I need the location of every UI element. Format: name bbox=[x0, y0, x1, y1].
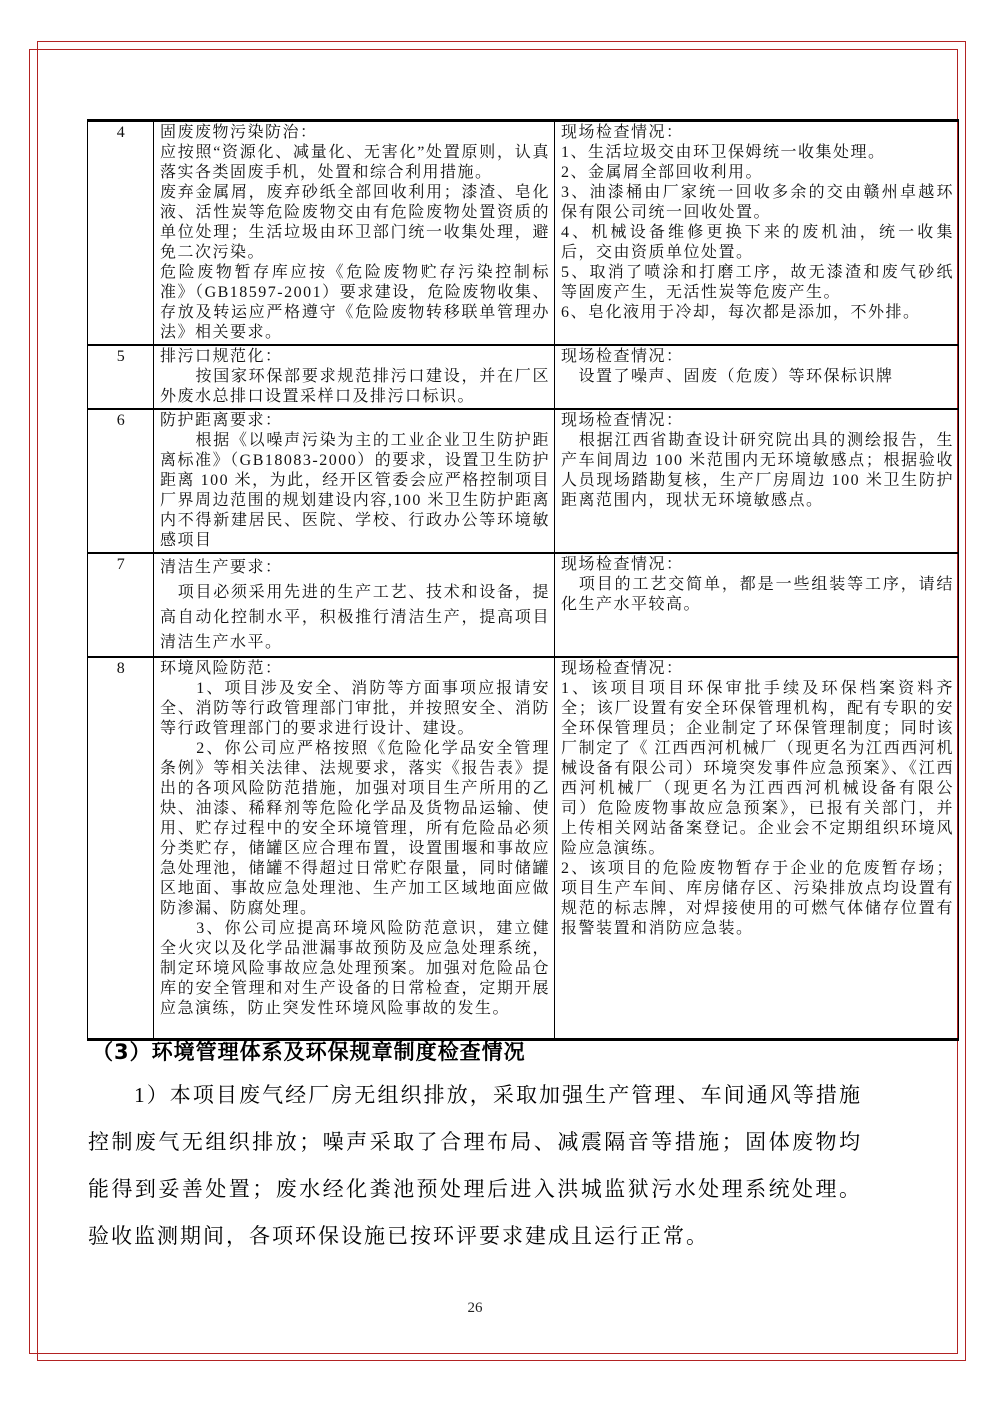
cell-title: 现场检查情况： bbox=[561, 412, 684, 429]
cell-paragraph: 设置了噪声、固废（危废）等环保标识牌 bbox=[561, 368, 894, 385]
cell-title: 现场检查情况： bbox=[561, 660, 684, 677]
cell-title: 清洁生产要求： bbox=[160, 559, 283, 576]
cell-title: 排污口规范化： bbox=[160, 348, 283, 365]
section-paragraph: 1）本项目废气经厂房无组织排放，采取加强生产管理、车间通风等措施控制废气无组织排放；噪声采取了合理布局、减震隔音等措施；固体废物均能得到妥善处置；废水经化粪池预处理后进入洪城监狱污水处理系统处理。验收监测期间，各项环保设施已按环评要求建成且运行正常。 bbox=[88, 1083, 862, 1248]
cell-paragraph: 4、机械设备维修更换下来的废机油，统一收集后，交由资质单位处置。 bbox=[561, 224, 954, 261]
cell-paragraph: 3、油漆桶由厂家统一回收多余的交由赣州卓越环保有限公司统一回收处置。 bbox=[561, 184, 954, 221]
table-row bbox=[88, 345, 959, 409]
cell-title: 固废废物污染防治： bbox=[160, 124, 318, 141]
cell-title: 现场检查情况： bbox=[561, 124, 684, 141]
cell-title: 现场检查情况： bbox=[561, 556, 684, 573]
cell-paragraph: 危险废物暂存库应按《危险废物贮存污染控制标准》（GB18597-2001）要求建设，危险废物收集、存放及转运应严格遵守《危险废物转移联单管理办法》相关要求。 bbox=[160, 264, 550, 341]
cell-paragraph: 1、该项目项目环保审批手续及环保档案资料齐全；该厂设置有安全环保管理机构，配有专职的安全环保管理员；企业制定了环保管理制度；同时该厂制定了《 江西西河机械厂（现更名为江西西河机械设备有限公司）环境突发事件应急预案》、《江西西河机械厂（现更名为江西西河机械设备有限公司）危险废物事故应急预案》，已报有关部门，并上传相关网站备案登记。企业会不定期组织环境风险应急演练。 bbox=[561, 680, 954, 857]
cell-paragraph: 项目的工艺交简单，都是一些组装等工序，请结化生产水平较高。 bbox=[561, 576, 954, 613]
cell-paragraph: 2、你公司应严格按照《危险化学品安全管理条例》等相关法律、法规要求，落实《报告表》提出的各项风险防范措施，加强对项目生产所用的乙炔、油漆、稀释剂等危险化学品及货物品运输、使用、贮存过程中的安全环境管理，所有危险品必须分类贮存，储罐区应合理布置，设置围堰和事故应急处理池，储罐不得超过日常贮存限量，同时储罐区地面、事故应急处理池、生产加工区域地面应做防渗漏、防腐处理。 bbox=[160, 740, 550, 917]
table-row bbox=[88, 657, 959, 1040]
cell-paragraph: 6、皂化液用于冷却，每次都是添加，不外排。 bbox=[561, 304, 921, 321]
requirement-cell bbox=[154, 657, 555, 1040]
cell-paragraph: 废弃金属屑，废弃砂纸全部回收利用；漆渣、皂化液、活性炭等危险废物交由有危险废物处置资质的单位处理；生活垃圾由环卫部门统一收集处理，避免二次污染。 bbox=[160, 184, 550, 261]
requirement-cell bbox=[154, 345, 555, 409]
inspection-table bbox=[87, 119, 959, 1041]
cell-paragraph: 1、项目涉及安全、消防等方面事项应报请安全、消防等行政管理部门审批，并按照安全、消防等行政管理部门的要求进行设计、建设。 bbox=[160, 680, 550, 737]
cell-paragraph: 应按照“资源化、减量化、无害化”处置原则，认真落实各类固废手机，处置和综合利用措施。 bbox=[160, 144, 550, 181]
cell-paragraph: 根据江西省勘查设计研究院出具的测绘报告，生产车间周边 100 米范围内无环境敏感点；根据验收人员现场踏勘复核，生产厂房周边 100 米卫生防护距离范围内，现状无环境敏感点。 bbox=[561, 432, 954, 509]
inspection-cell bbox=[555, 345, 959, 409]
cell-title: 环境风险防范： bbox=[160, 660, 283, 677]
cell-paragraph: 5、取消了喷涂和打磨工序，故无漆渣和废气砂纸等固废产生，无活性炭等危废产生。 bbox=[561, 264, 954, 301]
cell-paragraph: 2、该项目的危险废物暂存于企业的危废暂存场；项目生产车间、库房储存区、污染排放点均设置有规范的标志牌，对焊接使用的可燃气体储存位置有报警装置和消防应急装。 bbox=[561, 860, 954, 937]
requirement-cell bbox=[154, 553, 555, 657]
row-number: 7 bbox=[88, 553, 154, 657]
row-number: 4 bbox=[88, 121, 154, 346]
row-number: 6 bbox=[88, 409, 154, 553]
inspection-cell bbox=[555, 121, 959, 346]
cell-paragraph: 根据《以噪声污染为主的工业企业卫生防护距离标准》（GB18083-2000）的要求，设置卫生防护距离 100 米，为此，经开区管委会应严格控制项目厂界周边范围的规划建设内容,100 米卫生防护距离内不得新建居民、医院、学校、行政办公等环境敏感项目 bbox=[160, 432, 550, 549]
cell-paragraph: 项目必须采用先进的生产工艺、技术和设备，提高自动化控制水平，积极推行清洁生产，提高项目清洁生产水平。 bbox=[160, 584, 550, 651]
row-number: 5 bbox=[88, 345, 154, 409]
inspection-cell bbox=[555, 409, 959, 553]
table-row bbox=[88, 121, 959, 346]
inspection-cell bbox=[555, 553, 959, 657]
requirement-cell bbox=[154, 409, 555, 553]
page-number: 26 bbox=[467, 1300, 483, 1316]
table-row bbox=[88, 553, 959, 657]
cell-title: 现场检查情况： bbox=[561, 348, 684, 365]
cell-paragraph: 2、金属屑全部回收利用。 bbox=[561, 164, 764, 181]
requirement-cell bbox=[154, 121, 555, 346]
row-number: 8 bbox=[88, 657, 154, 1040]
inspection-table-body bbox=[88, 121, 959, 1040]
cell-paragraph: 1、生活垃圾交由环卫保姆统一收集处理。 bbox=[561, 144, 886, 161]
cell-title: 防护距离要求： bbox=[160, 412, 283, 429]
inspection-cell bbox=[555, 657, 959, 1040]
cell-paragraph: 3、你公司应提高环境风险防范意识，建立健全火灾以及化学品泄漏事故预防及应急处理系统，制定环境风险事故应急处理预案。加强对危险品仓库的安全管理和对生产设备的日常检查，定期开展应急演练，防止突发性环境风险事故的发生。 bbox=[160, 920, 550, 1017]
table-row bbox=[88, 409, 959, 553]
cell-paragraph: 按国家环保部要求规范排污口建设，并在厂区外废水总排口设置采样口及排污口标识。 bbox=[160, 368, 550, 405]
section-heading: （3）环境管理体系及环保规章制度检查情况 bbox=[92, 1040, 526, 1064]
